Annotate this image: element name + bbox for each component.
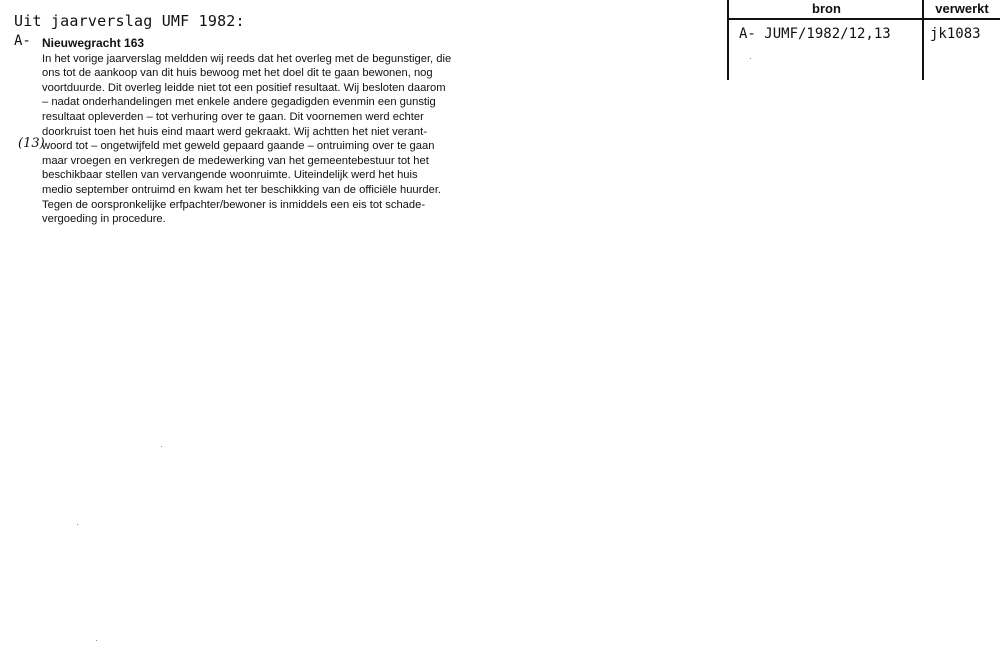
clipping-line: woord tot – ongetwijfeld met geweld gepaard gaande – ontruiming over te gaan xyxy=(42,140,435,153)
clipping-line: maar vroegen en verkregen de medewerking van het gemeentebestuur tot het xyxy=(42,154,429,167)
bron-header: bron xyxy=(729,0,924,20)
clipping-line: In het vorige jaarverslag meldden wij reeds dat het overleg met de begunstiger, die xyxy=(42,52,452,65)
clipping-line: voortduurde. Dit overleg leidde niet tot een positief resultaat. Wij besloten daarom xyxy=(42,81,446,94)
scan-speck xyxy=(96,640,97,641)
bron-column xyxy=(727,0,924,80)
footnote-marker: (13) xyxy=(18,136,45,151)
verwerkt-column xyxy=(922,0,1000,80)
verwerkt-value: jk1083 xyxy=(930,26,981,42)
clipping-title: Nieuwegracht 163 xyxy=(42,36,145,50)
clipping-line: – nadat onderhandelingen met enkele andere gegadigden evenmin een gunstig xyxy=(42,96,436,109)
clipping-line: Tegen de oorspronkelijke erfpachter/bewoner is inmiddels een eis tot schade- xyxy=(42,198,426,211)
scan-speck xyxy=(77,524,78,525)
newspaper-clipping xyxy=(42,36,470,227)
source-table xyxy=(727,0,1000,80)
source-marker: A- xyxy=(14,33,31,49)
clipping-line: ons tot de aankoop van dit huis bewoog met het doel dit te gaan bewonen, nog xyxy=(42,67,433,80)
scan-speck xyxy=(750,58,751,59)
clipping-line: vergoeding in procedure. xyxy=(42,213,166,226)
bron-value: A- JUMF/1982/12,13 xyxy=(739,26,891,42)
clipping-line: resultaat opleverden – tot verhuring over te gaan. Dit voornemen werd echter xyxy=(42,110,424,123)
clipping-line: beschikbaar stellen van vervangende woonruimte. Uiteindelijk werd het huis xyxy=(42,169,418,182)
document-heading: Uit jaarverslag UMF 1982: xyxy=(14,12,245,30)
clipping-line: medio september ontruimd en kwam het ter beschikking van de officiële huurder. xyxy=(42,183,442,196)
clipping-line: doorkruist toen het huis eind maart werd gekraakt. Wij achtten het niet verant- xyxy=(42,125,427,138)
scan-speck xyxy=(161,446,162,447)
verwerkt-header: verwerkt xyxy=(924,0,1000,20)
